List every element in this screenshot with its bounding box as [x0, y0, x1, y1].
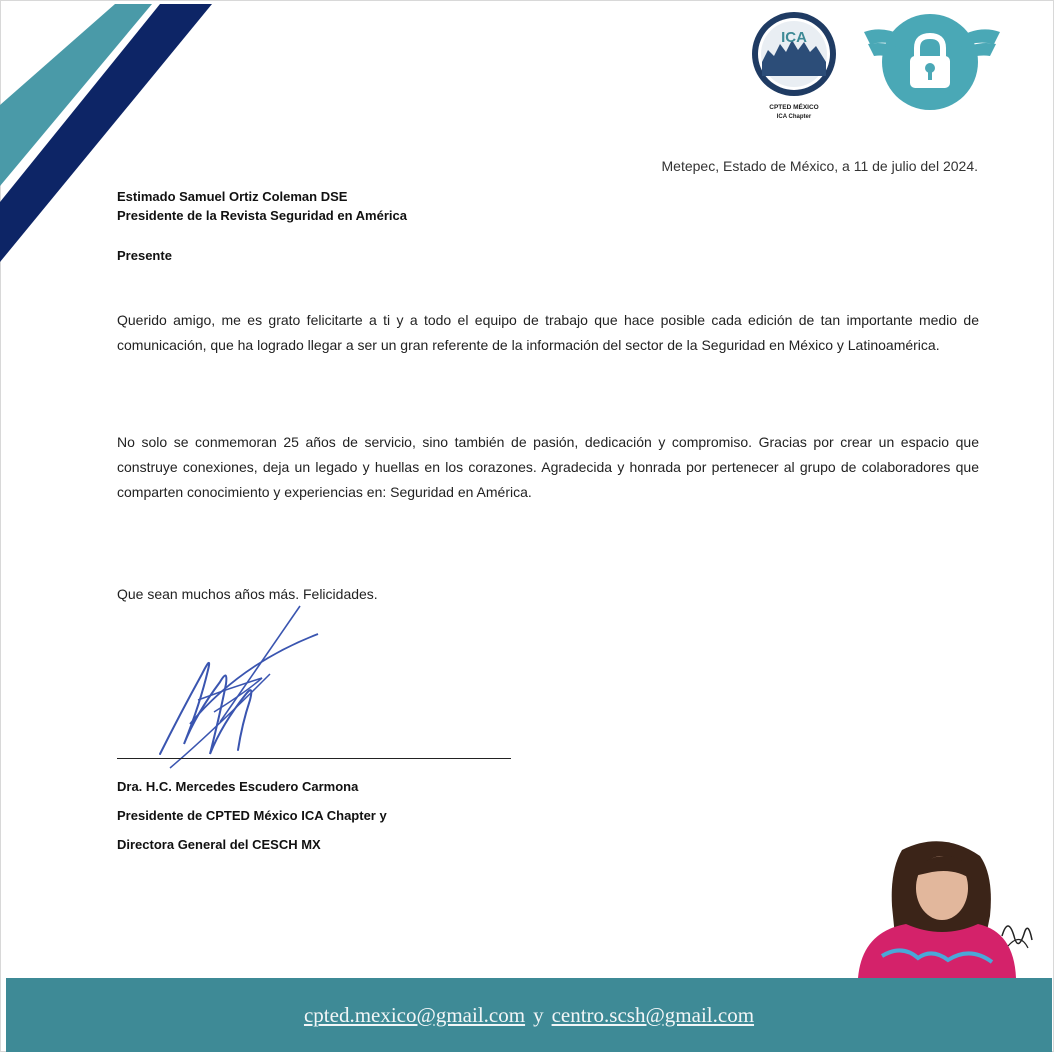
signer-name: Dra. H.C. Mercedes Escudero Carmona	[117, 779, 359, 794]
cesch-lock-logo	[862, 10, 1002, 114]
signer-role-1: Presidente de CPTED México ICA Chapter y	[117, 808, 387, 823]
letter-date: Metepec, Estado de México, a 11 de julio del 2024.	[661, 158, 978, 174]
letter-closing: Que sean muchos años más. Felicidades.	[117, 586, 378, 602]
corner-stripes-decoration	[0, 0, 220, 270]
ica-logo-title: ICA	[781, 29, 807, 46]
recipient-title: Presidente de la Revista Seguridad en América	[117, 208, 407, 223]
signature-line	[117, 758, 511, 759]
signer-portrait-photo	[852, 836, 1036, 978]
letter-paragraph-2: No solo se conmemoran 25 años de servicio, sino también de pasión, dedicación y compromiso. Gracias por crear un espacio que construye conexiones, deja un legado y huellas en los corazones. Agradecida y honrada por pertenecer al grupo de colaboradores que comparten conocimiento y experiencias en: Seguridad en América.	[117, 434, 979, 500]
letter-paragraph-1: Querido amigo, me es grato felicitarte a ti y a todo el equipo de trabajo que hace posible cada edición de tan importante medio de comunicación, que ha logrado llegar a ser un gran referente de la información del sector de la Seguridad en México y Latinoamérica.	[117, 312, 979, 353]
ica-logo-caption-1: CPTED MÉXICO	[769, 104, 819, 111]
signer-role-2: Directora General del CESCH MX	[117, 837, 321, 852]
handwritten-signature	[150, 604, 330, 780]
recipient-block	[117, 187, 407, 225]
contact-footer	[6, 978, 1052, 1052]
email-link-centro[interactable]: centro.scsh@gmail.com	[551, 1002, 755, 1027]
recipient-name: Estimado Samuel Ortiz Coleman DSE	[117, 189, 348, 204]
ica-logo-caption-2: ICA Chapter	[776, 114, 812, 120]
cpted-ica-logo	[748, 10, 840, 126]
signer-block	[117, 772, 387, 859]
email-separator: y	[533, 1002, 544, 1027]
email-link-cpted[interactable]: cpted.mexico@gmail.com	[303, 1002, 526, 1027]
greeting: Presente	[117, 248, 172, 263]
